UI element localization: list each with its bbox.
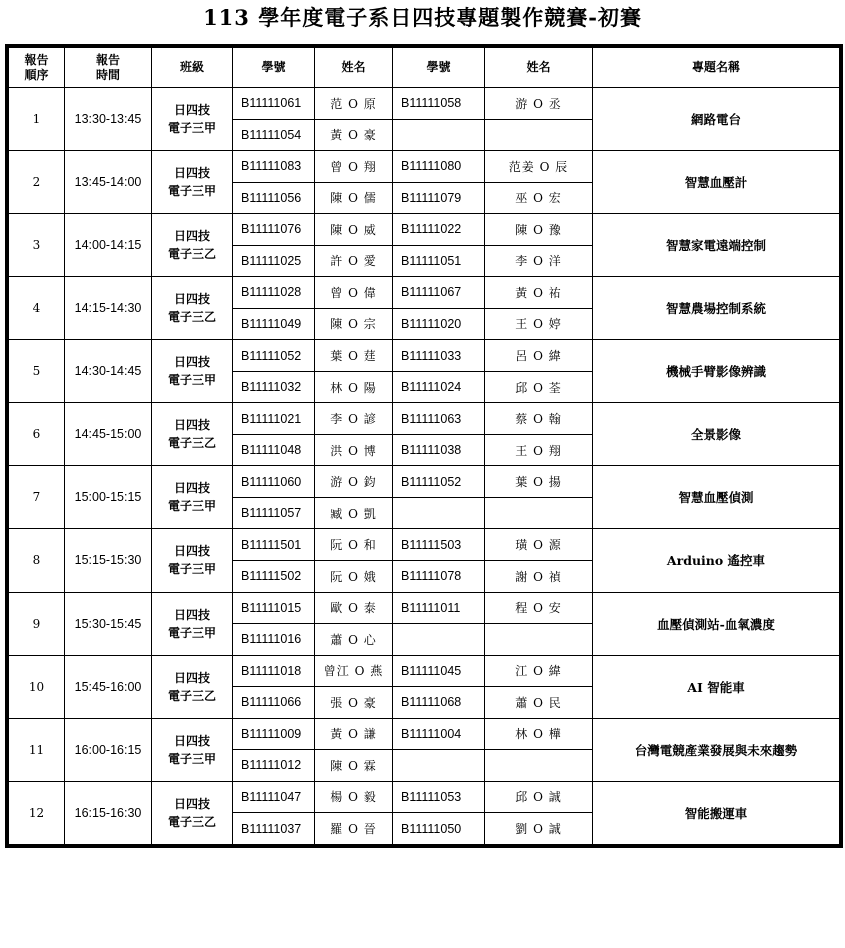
table-row bbox=[9, 718, 840, 750]
student-name-cell: 張 O 豪 bbox=[315, 687, 393, 719]
class-name: 電子三乙 bbox=[167, 688, 216, 703]
student-name-cell: 陳 O 宗 bbox=[315, 308, 393, 340]
student-name-cell: 游 O 丞 bbox=[485, 88, 593, 120]
student-id-cell: B11111052 bbox=[233, 340, 315, 372]
class-name: 電子三甲 bbox=[167, 373, 216, 388]
project-topic-cell: 台灣電競產業發展與未來趨勢 bbox=[593, 718, 840, 781]
report-order-cell: 10 bbox=[9, 655, 65, 718]
student-name-cell: 黃 O 豪 bbox=[315, 119, 393, 151]
report-time-cell: 13:30-13:45 bbox=[65, 88, 152, 151]
student-name-cell: 邱 O 荃 bbox=[485, 371, 593, 403]
report-order-cell: 2 bbox=[9, 151, 65, 214]
student-id-cell: B11111052 bbox=[393, 466, 485, 498]
table-row bbox=[9, 88, 840, 120]
student-name-cell: 王 O 翔 bbox=[485, 434, 593, 466]
student-id-cell: B11111032 bbox=[233, 371, 315, 403]
student-name-cell: 黃 O 謙 bbox=[315, 718, 393, 750]
class-program: 日四技 bbox=[173, 418, 210, 433]
project-topic-cell: Arduino 遙控車 bbox=[593, 529, 840, 592]
student-id-cell: B11111012 bbox=[233, 750, 315, 782]
student-name-cell: 蔡 O 翰 bbox=[485, 403, 593, 435]
student-name-cell: 程 O 安 bbox=[485, 592, 593, 624]
class-name: 電子三甲 bbox=[167, 751, 216, 766]
student-name-cell: 范姜 O 辰 bbox=[485, 151, 593, 183]
student-id-cell: B11111078 bbox=[393, 560, 485, 592]
report-time-cell: 16:15-16:30 bbox=[65, 781, 152, 844]
header-time bbox=[65, 48, 152, 88]
student-id-cell: B11111018 bbox=[233, 655, 315, 687]
schedule-body bbox=[9, 88, 840, 845]
student-id-cell bbox=[393, 624, 485, 656]
student-id-cell: B11111083 bbox=[233, 151, 315, 183]
header-order bbox=[9, 48, 65, 88]
report-order-cell: 6 bbox=[9, 403, 65, 466]
student-id-cell: B11111051 bbox=[393, 245, 485, 277]
class-name: 電子三乙 bbox=[167, 814, 216, 829]
student-id-cell: B11111011 bbox=[393, 592, 485, 624]
class-cell bbox=[152, 529, 233, 592]
table-header-row bbox=[9, 48, 840, 88]
student-id-cell: B11111503 bbox=[393, 529, 485, 561]
student-id-cell: B11111024 bbox=[393, 371, 485, 403]
class-cell bbox=[152, 151, 233, 214]
student-name-cell: 曾江 O 燕 bbox=[315, 655, 393, 687]
class-cell bbox=[152, 781, 233, 844]
class-cell bbox=[152, 88, 233, 151]
student-name-cell: 邱 O 誠 bbox=[485, 781, 593, 813]
student-id-cell: B11111048 bbox=[233, 434, 315, 466]
student-id-cell: B11111050 bbox=[393, 813, 485, 845]
class-program: 日四技 bbox=[173, 229, 210, 244]
student-name-cell: 葉 O 揚 bbox=[485, 466, 593, 498]
student-id-cell: B11111028 bbox=[233, 277, 315, 309]
student-id-cell: B11111058 bbox=[393, 88, 485, 120]
student-name-cell bbox=[485, 750, 593, 782]
student-name-cell: 阮 O 娥 bbox=[315, 560, 393, 592]
student-id-cell: B11111004 bbox=[393, 718, 485, 750]
student-name-cell bbox=[485, 497, 593, 529]
student-name-cell: 曾 O 翔 bbox=[315, 151, 393, 183]
student-name-cell: 巫 O 宏 bbox=[485, 182, 593, 214]
student-name-cell: 王 O 婷 bbox=[485, 308, 593, 340]
student-name-cell: 楊 O 毅 bbox=[315, 781, 393, 813]
student-name-cell: 陳 O 霖 bbox=[315, 750, 393, 782]
student-id-cell: B11111056 bbox=[233, 182, 315, 214]
student-name-cell: 臧 O 凱 bbox=[315, 497, 393, 529]
table-row bbox=[9, 151, 840, 183]
student-name-cell: 林 O 陽 bbox=[315, 371, 393, 403]
project-topic-cell: 血壓偵測站-血氧濃度 bbox=[593, 592, 840, 655]
student-name-cell: 范 O 原 bbox=[315, 88, 393, 120]
table-row bbox=[9, 466, 840, 498]
class-cell bbox=[152, 214, 233, 277]
class-program: 日四技 bbox=[173, 166, 210, 181]
class-cell bbox=[152, 655, 233, 718]
header-name-2: 姓名 bbox=[485, 48, 593, 88]
project-topic-cell: 智慧血壓計 bbox=[593, 151, 840, 214]
schedule-table-frame bbox=[5, 44, 843, 848]
student-id-cell bbox=[393, 497, 485, 529]
report-time-cell: 14:00-14:15 bbox=[65, 214, 152, 277]
student-id-cell: B11111045 bbox=[393, 655, 485, 687]
report-order-cell: 11 bbox=[9, 718, 65, 781]
table-row bbox=[9, 214, 840, 246]
student-name-cell: 劉 O 誠 bbox=[485, 813, 593, 845]
student-id-cell: B11111033 bbox=[393, 340, 485, 372]
table-row bbox=[9, 403, 840, 435]
report-time-cell: 14:45-15:00 bbox=[65, 403, 152, 466]
class-name: 電子三甲 bbox=[167, 562, 216, 577]
student-name-cell: 陳 O 豫 bbox=[485, 214, 593, 246]
student-id-cell: B11111061 bbox=[233, 88, 315, 120]
schedule-table bbox=[8, 47, 840, 845]
student-id-cell: B11111063 bbox=[393, 403, 485, 435]
header-order-line2: 順序 bbox=[24, 67, 49, 82]
student-name-cell: 林 O 樺 bbox=[485, 718, 593, 750]
report-order-cell: 8 bbox=[9, 529, 65, 592]
page-title: 113 學年度電子系日四技專題製作競賽-初賽 bbox=[203, 5, 642, 30]
report-order-cell: 1 bbox=[9, 88, 65, 151]
class-program: 日四技 bbox=[173, 481, 210, 496]
student-id-cell: B11111025 bbox=[233, 245, 315, 277]
report-time-cell: 14:30-14:45 bbox=[65, 340, 152, 403]
student-id-cell: B11111047 bbox=[233, 781, 315, 813]
student-name-cell: 謝 O 禎 bbox=[485, 560, 593, 592]
student-name-cell: 歐 O 泰 bbox=[315, 592, 393, 624]
report-order-cell: 7 bbox=[9, 466, 65, 529]
report-order-cell: 3 bbox=[9, 214, 65, 277]
student-name-cell: 江 O 緯 bbox=[485, 655, 593, 687]
student-id-cell: B11111080 bbox=[393, 151, 485, 183]
class-cell bbox=[152, 277, 233, 340]
student-id-cell: B11111022 bbox=[393, 214, 485, 246]
student-id-cell: B11111502 bbox=[233, 560, 315, 592]
report-time-cell: 15:00-15:15 bbox=[65, 466, 152, 529]
table-row bbox=[9, 781, 840, 813]
table-row bbox=[9, 277, 840, 309]
student-id-cell: B11111021 bbox=[233, 403, 315, 435]
student-id-cell: B11111067 bbox=[393, 277, 485, 309]
student-name-cell: 阮 O 和 bbox=[315, 529, 393, 561]
header-order-line1: 報告 bbox=[24, 52, 49, 67]
header-time-line1: 報告 bbox=[95, 52, 120, 67]
class-name: 電子三乙 bbox=[167, 247, 216, 262]
student-name-cell bbox=[485, 119, 593, 151]
student-id-cell: B11111054 bbox=[233, 119, 315, 151]
report-time-cell: 13:45-14:00 bbox=[65, 151, 152, 214]
table-row bbox=[9, 340, 840, 372]
report-order-cell: 5 bbox=[9, 340, 65, 403]
student-id-cell: B11111049 bbox=[233, 308, 315, 340]
report-time-cell: 15:30-15:45 bbox=[65, 592, 152, 655]
student-name-cell: 陳 O 儒 bbox=[315, 182, 393, 214]
student-id-cell: B11111066 bbox=[233, 687, 315, 719]
header-topic: 專題名稱 bbox=[593, 48, 840, 88]
class-name: 電子三甲 bbox=[167, 499, 216, 514]
class-name: 電子三甲 bbox=[167, 625, 216, 640]
project-topic-cell: 智慧血壓偵測 bbox=[593, 466, 840, 529]
class-program: 日四技 bbox=[173, 607, 210, 622]
class-name: 電子三乙 bbox=[167, 436, 216, 451]
class-program: 日四技 bbox=[173, 103, 210, 118]
table-row bbox=[9, 655, 840, 687]
student-id-cell: B11111020 bbox=[393, 308, 485, 340]
student-id-cell: B11111053 bbox=[393, 781, 485, 813]
header-id-2: 學號 bbox=[393, 48, 485, 88]
class-program: 日四技 bbox=[173, 796, 210, 811]
project-topic-cell: 智能搬運車 bbox=[593, 781, 840, 844]
project-topic-cell: 智慧農場控制系統 bbox=[593, 277, 840, 340]
student-id-cell bbox=[393, 119, 485, 151]
project-topic-cell: 網路電台 bbox=[593, 88, 840, 151]
project-topic-cell: 智慧家電遠端控制 bbox=[593, 214, 840, 277]
report-order-cell: 9 bbox=[9, 592, 65, 655]
table-row bbox=[9, 529, 840, 561]
class-name: 電子三甲 bbox=[167, 184, 216, 199]
report-order-cell: 12 bbox=[9, 781, 65, 844]
class-program: 日四技 bbox=[173, 292, 210, 307]
student-name-cell: 陳 O 威 bbox=[315, 214, 393, 246]
student-id-cell bbox=[393, 750, 485, 782]
student-id-cell: B11111501 bbox=[233, 529, 315, 561]
student-name-cell: 羅 O 晉 bbox=[315, 813, 393, 845]
student-id-cell: B11111015 bbox=[233, 592, 315, 624]
class-program: 日四技 bbox=[173, 544, 210, 559]
student-id-cell: B11111060 bbox=[233, 466, 315, 498]
student-name-cell: 洪 O 博 bbox=[315, 434, 393, 466]
student-id-cell: B11111079 bbox=[393, 182, 485, 214]
student-id-cell: B11111037 bbox=[233, 813, 315, 845]
student-name-cell: 許 O 愛 bbox=[315, 245, 393, 277]
student-name-cell: 游 O 鈞 bbox=[315, 466, 393, 498]
project-topic-cell: 全景影像 bbox=[593, 403, 840, 466]
class-name: 電子三甲 bbox=[167, 121, 216, 136]
class-cell bbox=[152, 340, 233, 403]
header-name-1: 姓名 bbox=[315, 48, 393, 88]
project-topic-cell: 機械手臂影像辨識 bbox=[593, 340, 840, 403]
class-name: 電子三乙 bbox=[167, 310, 216, 325]
header-class: 班級 bbox=[152, 48, 233, 88]
report-time-cell: 15:15-15:30 bbox=[65, 529, 152, 592]
class-program: 日四技 bbox=[173, 733, 210, 748]
report-time-cell: 15:45-16:00 bbox=[65, 655, 152, 718]
project-topic-cell: AI 智能車 bbox=[593, 655, 840, 718]
class-cell bbox=[152, 466, 233, 529]
student-id-cell: B11111076 bbox=[233, 214, 315, 246]
student-id-cell: B11111009 bbox=[233, 718, 315, 750]
student-name-cell bbox=[485, 624, 593, 656]
student-name-cell: 葉 O 莛 bbox=[315, 340, 393, 372]
student-name-cell: 蕭 O 民 bbox=[485, 687, 593, 719]
student-name-cell: 蕭 O 心 bbox=[315, 624, 393, 656]
header-time-line2: 時間 bbox=[95, 67, 120, 82]
student-name-cell: 李 O 洋 bbox=[485, 245, 593, 277]
report-time-cell: 16:00-16:15 bbox=[65, 718, 152, 781]
table-row bbox=[9, 592, 840, 624]
student-name-cell: 呂 O 緯 bbox=[485, 340, 593, 372]
student-id-cell: B11111057 bbox=[233, 497, 315, 529]
class-cell bbox=[152, 718, 233, 781]
header-id-1: 學號 bbox=[233, 48, 315, 88]
student-name-cell: 曾 O 偉 bbox=[315, 277, 393, 309]
student-name-cell: 黃 O 祐 bbox=[485, 277, 593, 309]
student-id-cell: B11111068 bbox=[393, 687, 485, 719]
class-cell bbox=[152, 403, 233, 466]
student-name-cell: 璜 O 源 bbox=[485, 529, 593, 561]
class-program: 日四技 bbox=[173, 355, 210, 370]
report-order-cell: 4 bbox=[9, 277, 65, 340]
report-time-cell: 14:15-14:30 bbox=[65, 277, 152, 340]
student-id-cell: B11111038 bbox=[393, 434, 485, 466]
student-id-cell: B11111016 bbox=[233, 624, 315, 656]
class-cell bbox=[152, 592, 233, 655]
class-program: 日四技 bbox=[173, 670, 210, 685]
student-name-cell: 李 O 諺 bbox=[315, 403, 393, 435]
